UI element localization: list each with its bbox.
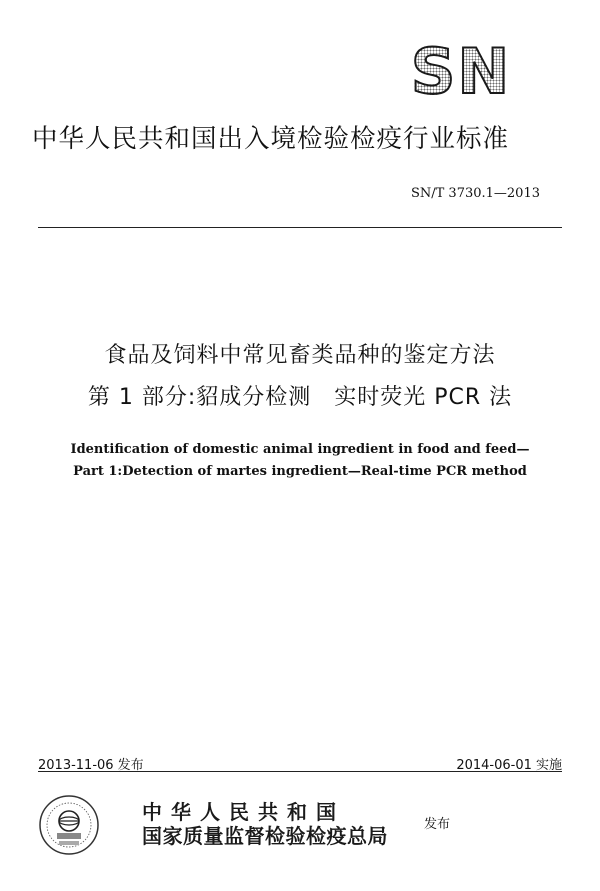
- issuing-authority: [142, 800, 388, 848]
- standard-category-title: 中华人民共和国出入境检验检疫行业标准: [32, 124, 510, 154]
- seal-icon: [38, 794, 100, 856]
- top-divider: [38, 227, 562, 228]
- standard-code: SN/T 3730.1—2013: [410, 186, 540, 201]
- issuer-line-1: 中华人民共和国: [142, 800, 345, 824]
- issue-label: 发布: [424, 817, 451, 832]
- issuer-line-2: 国家质量监督检验检疫总局: [142, 824, 388, 848]
- english-title-line-2: Part 1:Detection of martes ingredient—Real-time PCR method: [73, 464, 527, 479]
- sn-logo: SN: [396, 40, 526, 104]
- implementation-date: 2014-06-01 实施: [456, 758, 562, 773]
- chinese-title-line-2: 第 1 部分:貂成分检测 实时荧光 PCR 法: [87, 385, 513, 410]
- chinese-title-line-1: 食品及饲料中常见畜类品种的鉴定方法: [104, 343, 496, 368]
- english-title-line-1: Identification of domestic animal ingredient in food and feed—: [70, 442, 530, 457]
- bottom-divider: [38, 771, 562, 772]
- issue-date: 2013-11-06 发布: [38, 758, 144, 773]
